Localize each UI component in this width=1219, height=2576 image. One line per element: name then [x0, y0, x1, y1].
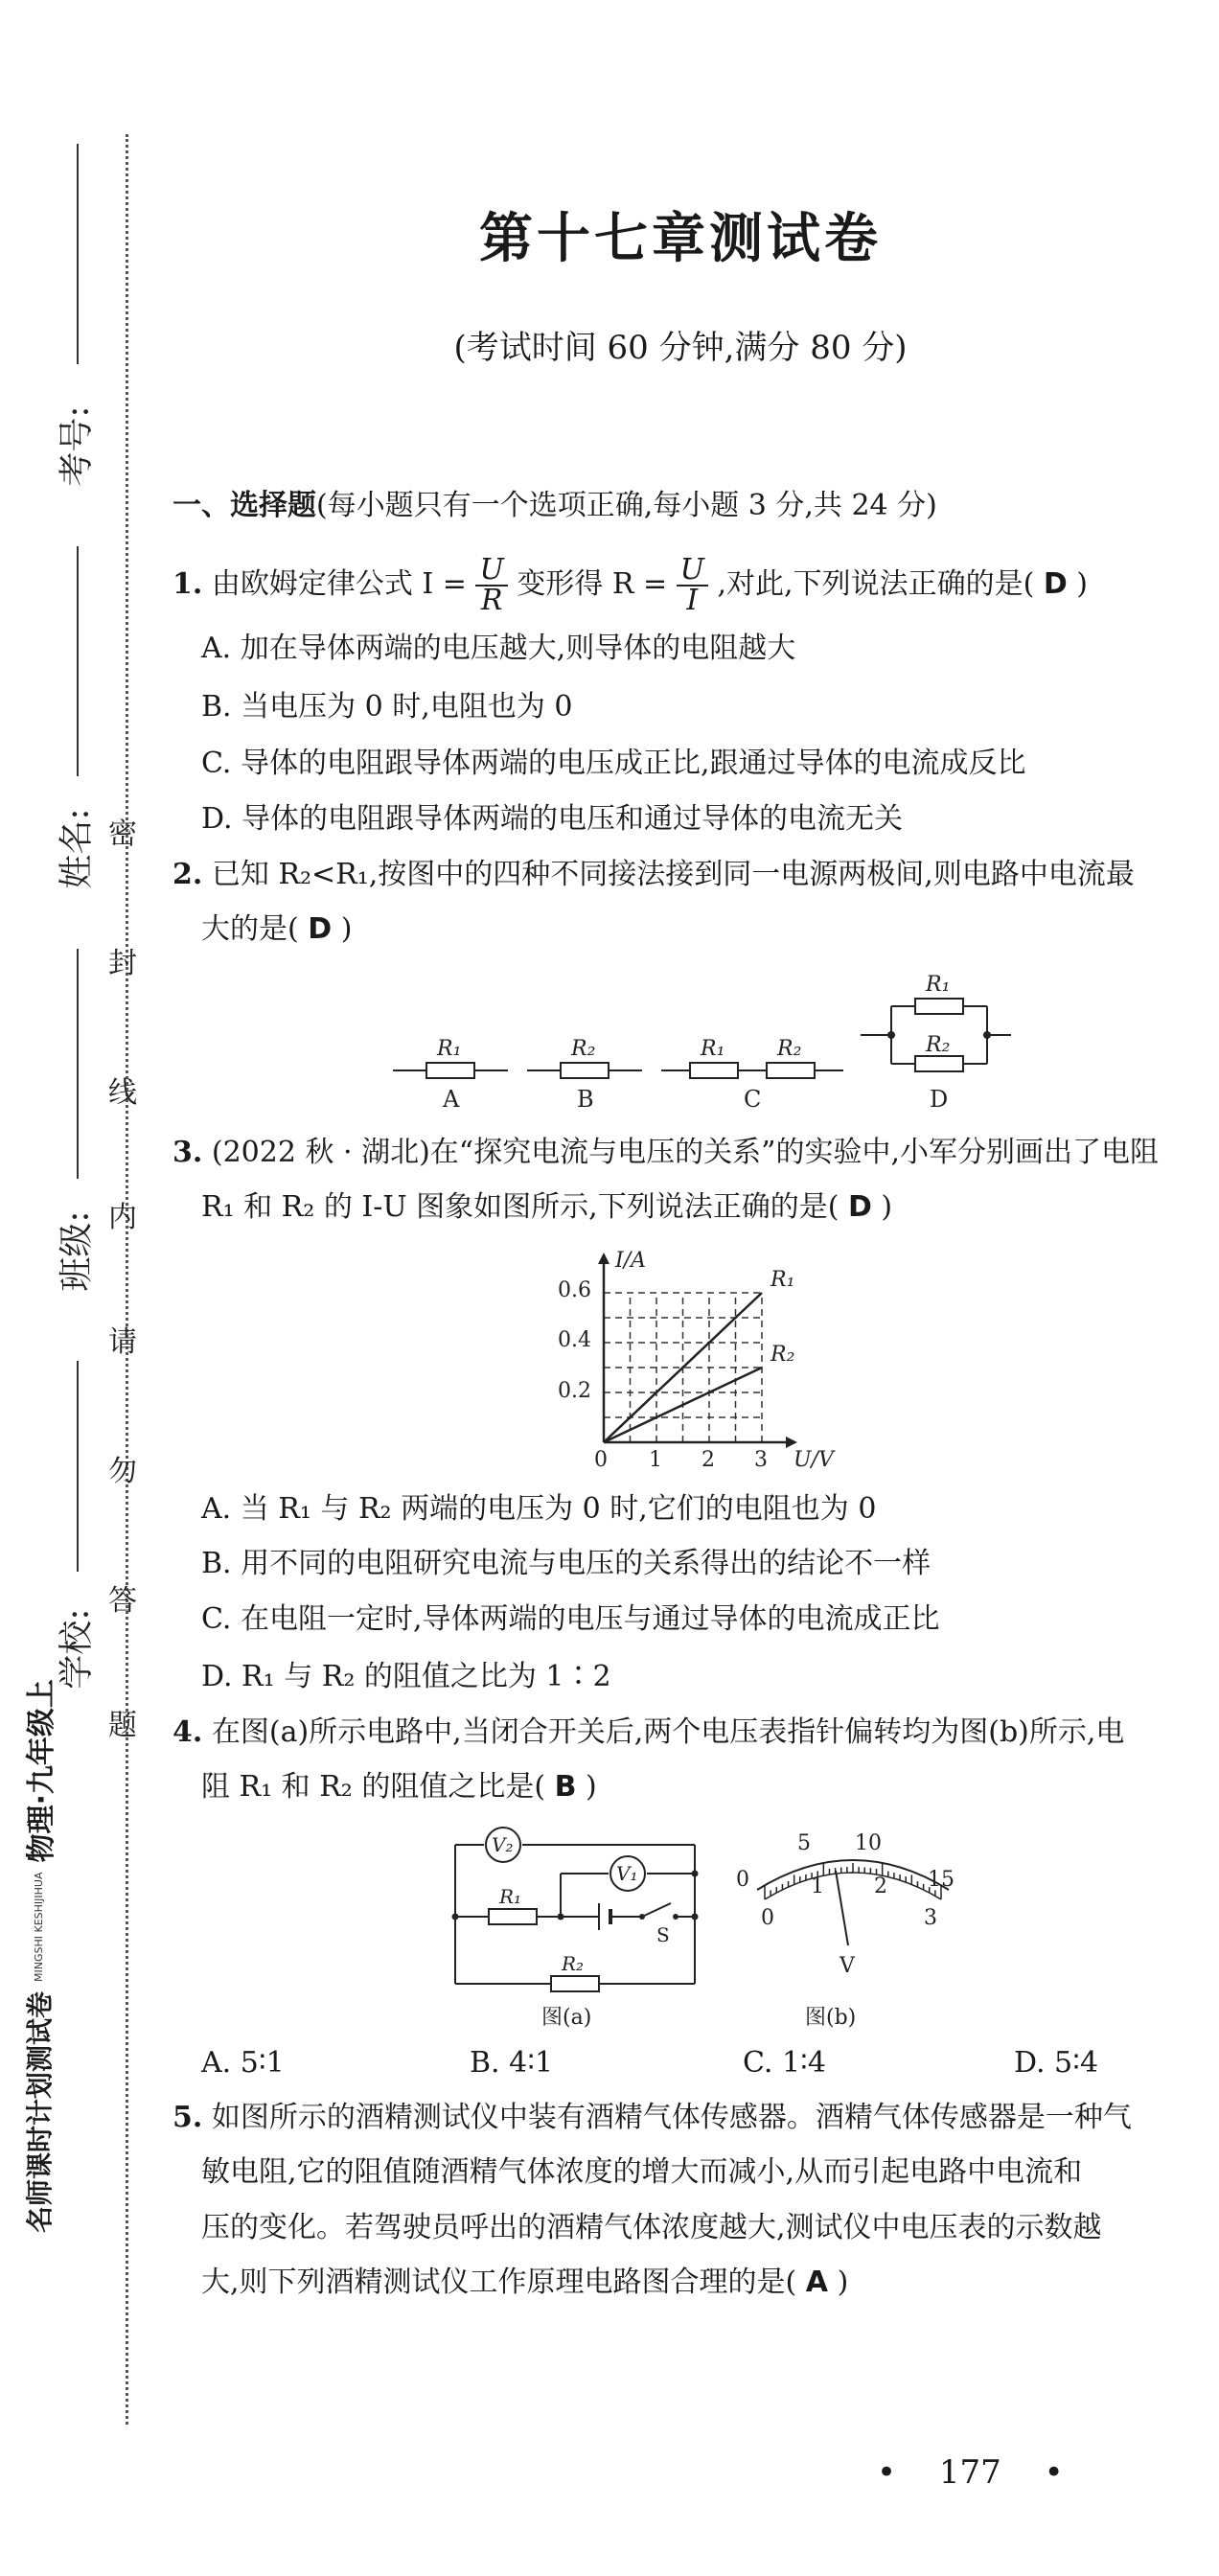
seal-char: 线 — [108, 1076, 137, 1110]
q5-text-1: 如图所示的酒精测试仪中装有酒精气体传感器。酒精气体传感器是一种气 — [211, 2101, 1132, 2134]
q2-text-1: 已知 R₂<R₁,按图中的四种不同接法接到同一电源两极间,则电路中电流最 — [211, 858, 1135, 891]
brand-strip — [10, 1679, 67, 2233]
q4-number: 4. — [172, 1715, 203, 1749]
q2-label-r1: R₁ — [701, 1037, 725, 1061]
q2-label-d: D — [930, 1086, 949, 1113]
fraction-denominator: I — [686, 584, 699, 617]
x-tick-label: 2 — [702, 1448, 715, 1472]
x-tick-label: 3 — [754, 1448, 768, 1472]
page-number-block — [877, 2453, 1064, 2492]
q3-line-1 — [172, 1134, 1159, 1172]
q3-number: 3. — [172, 1136, 203, 1169]
section-note: (每小题只有一个选项正确,每小题 3 分,共 24 分) — [316, 489, 937, 522]
q1-stem-b: 变形得 R = — [517, 567, 668, 601]
section-title: 一、选择题 — [172, 489, 316, 522]
school-blank — [77, 1361, 79, 1572]
q2-circuit-figure — [383, 963, 1016, 1126]
q4-caption-b: 图(b) — [805, 2006, 857, 2030]
class-blank — [77, 949, 79, 1179]
seal-char: 请 — [108, 1325, 137, 1359]
q1-stem-c: ,对此,下列说法正确的是( — [717, 567, 1035, 601]
q3-answer: D — [847, 1190, 872, 1224]
school-label: 学校: — [57, 1608, 97, 1690]
page-dot-right: • — [1044, 2453, 1064, 2492]
q2-label-b: B — [577, 1086, 594, 1113]
q4-answer: B — [554, 1770, 577, 1804]
q4-label-r1: R₁ — [499, 1885, 522, 1908]
seal-char: 封 — [108, 947, 137, 980]
name-label: 姓名: — [57, 808, 97, 889]
y-axis-arrow — [598, 1253, 610, 1264]
q4-option-a: A. 5∶1 — [201, 2046, 285, 2080]
y-tick-label: 0.4 — [558, 1328, 591, 1352]
q4-circuit-a — [446, 1821, 714, 2041]
q4-label-r2: R₂ — [562, 1952, 585, 1975]
q4-option-d: D. 5∶4 — [1014, 2046, 1099, 2080]
fraction-numerator: U — [677, 556, 708, 586]
name-blank — [77, 546, 79, 776]
q5-answer: A — [805, 2266, 829, 2299]
y-tick-label: 0.2 — [558, 1379, 591, 1403]
q2-line-2 — [201, 910, 352, 949]
q1-option-d: D. 导体的电阻跟导体两端的电压和通过导体的电流无关 — [201, 802, 904, 836]
q4-label-v2: V₂ — [492, 1833, 514, 1856]
q4-label-switch: S — [656, 1923, 670, 1946]
q5-line-1 — [172, 2099, 1132, 2137]
q4-label-v1: V₁ — [616, 1862, 638, 1885]
book-label: 物理·九年级上 — [25, 1679, 58, 1863]
q4-line-1 — [172, 1714, 1124, 1752]
meter-inner-tick: 2 — [874, 1874, 887, 1898]
q2-answer: D — [308, 912, 333, 946]
seal-char: 答 — [108, 1584, 137, 1618]
meter-inner-tick: 0 — [761, 1906, 774, 1930]
y-axis-label: I/A — [615, 1249, 646, 1273]
series-label-r2: R₂ — [770, 1343, 795, 1367]
q2-label-c: C — [744, 1086, 762, 1113]
q3-text-1: (2022 秋 · 湖北)在“探究电流与电压的关系”的实验中,小军分别画出了电阻 — [211, 1136, 1159, 1169]
q5-line-3: 压的变化。若驾驶员呼出的酒精气体浓度越大,测试仪中电压表的示数越 — [201, 2211, 1102, 2244]
q2-line-1 — [172, 856, 1135, 894]
q1-stem — [172, 553, 1089, 617]
q1-stem-a: 由欧姆定律公式 I = — [211, 567, 467, 601]
q4-option-b: B. 4∶1 — [470, 2046, 554, 2080]
exam-subtitle: (考试时间 60 分钟,满分 80 分) — [453, 329, 908, 367]
brand-pinyin: MINGSHI KESHIJIHUA — [32, 1872, 45, 1982]
q3-option-a: A. 当 R₁ 与 R₂ 两端的电压为 0 时,它们的电阻也为 0 — [201, 1492, 877, 1526]
q4-text-2: 阻 R₁ 和 R₂ 的阻值之比是( — [201, 1770, 546, 1804]
q2-label-a: A — [443, 1086, 460, 1113]
q1-option-c: C. 导体的电阻跟导体两端的电压成正比,跟通过导体的电流成反比 — [201, 747, 1026, 780]
q5-line-2: 敏电阻,它的阻值随酒精气体浓度的增大而减小,从而引起电路中电流和 — [201, 2155, 1083, 2189]
seal-char: 密 — [108, 817, 137, 851]
q5-close: ) — [837, 2266, 849, 2299]
q4-text-1: 在图(a)所示电路中,当闭合开关后,两个电压表指针偏转均为图(b)所示,电 — [211, 1715, 1125, 1749]
q5-line-4 — [201, 2264, 848, 2302]
q4-option-c: C. 1∶4 — [743, 2046, 826, 2080]
x-axis-arrow — [786, 1437, 797, 1448]
q2-label-r2: R₂ — [926, 1033, 951, 1057]
q1-fraction-1 — [475, 553, 507, 617]
meter-inner-tick: 1 — [811, 1874, 824, 1898]
seal-char: 勿 — [108, 1455, 137, 1488]
page-number: 177 — [938, 2453, 1001, 2492]
fraction-numerator: U — [475, 556, 507, 586]
y-tick-label: 0.6 — [558, 1278, 591, 1302]
meter-outer-tick: 15 — [928, 1868, 954, 1892]
q2-label-r2: R₂ — [571, 1037, 596, 1061]
meter-arc-inner — [765, 1873, 941, 1899]
q1-option-b: B. 当电压为 0 时,电阻也为 0 — [201, 690, 573, 724]
x-tick-label: 0 — [594, 1448, 608, 1472]
q3-option-b: B. 用不同的电阻研究电流与电压的关系得出的结论不一样 — [201, 1547, 932, 1580]
q5-number: 5. — [172, 2101, 203, 2134]
meter-outer-tick: 10 — [855, 1831, 882, 1855]
q2-label-r1: R₁ — [437, 1037, 462, 1061]
q2-number: 2. — [172, 858, 203, 891]
class-label: 班级: — [57, 1210, 97, 1292]
q1-answer: D — [1043, 567, 1068, 601]
q3-iu-chart — [537, 1241, 843, 1476]
q1-number: 1. — [172, 567, 203, 601]
meter-needle — [836, 1871, 848, 1945]
q3-option-c: C. 在电阻一定时,导体两端的电压与通过导体的电流成正比 — [201, 1602, 940, 1636]
x-tick-label: 1 — [649, 1448, 662, 1472]
q2-text-2: 大的是( — [201, 912, 299, 946]
binding-dotted-line — [126, 134, 128, 2425]
q2-close: ) — [340, 912, 353, 946]
meter-outer-tick: 0 — [736, 1868, 749, 1892]
q3-text-2: R₁ 和 R₂ 的 I-U 图象如图所示,下列说法正确的是( — [201, 1190, 840, 1224]
meter-inner-tick: 3 — [924, 1906, 937, 1930]
brand-logo: 名师课时计划测试卷 — [24, 1990, 56, 2233]
page-dot-left: • — [877, 2453, 897, 2492]
series-label-r1: R₁ — [770, 1268, 795, 1292]
q1-close: ) — [1076, 567, 1089, 601]
seal-char: 内 — [108, 1201, 137, 1234]
page-title: 第十七章测试卷 — [479, 207, 882, 270]
q4-meter-b — [728, 1821, 978, 2041]
q4-caption-a: 图(a) — [541, 2006, 592, 2030]
q1-fraction-2 — [677, 553, 708, 617]
q4-line-2 — [201, 1768, 597, 1806]
q3-option-d: D. R₁ 与 R₂ 的阻值之比为 1∶2 — [201, 1660, 611, 1693]
q1-option-a: A. 加在导体两端的电压越大,则导体的电阻越大 — [201, 632, 796, 665]
exam-no-label: 考号: — [57, 405, 97, 487]
seal-char: 题 — [108, 1709, 137, 1742]
q4-close: ) — [586, 1770, 597, 1804]
meter-outer-tick: 5 — [797, 1831, 811, 1855]
q2-label-r2: R₂ — [777, 1037, 802, 1061]
fraction-denominator: R — [480, 584, 503, 617]
q3-close: ) — [881, 1190, 893, 1224]
meter-unit: V — [840, 1954, 855, 1978]
q5-text-4: 大,则下列酒精测试仪工作原理电路图合理的是( — [201, 2266, 797, 2299]
x-axis-label: U/V — [794, 1448, 834, 1472]
q3-line-2 — [201, 1188, 892, 1227]
q2-label-r1: R₁ — [926, 973, 951, 997]
section-heading — [172, 487, 937, 525]
